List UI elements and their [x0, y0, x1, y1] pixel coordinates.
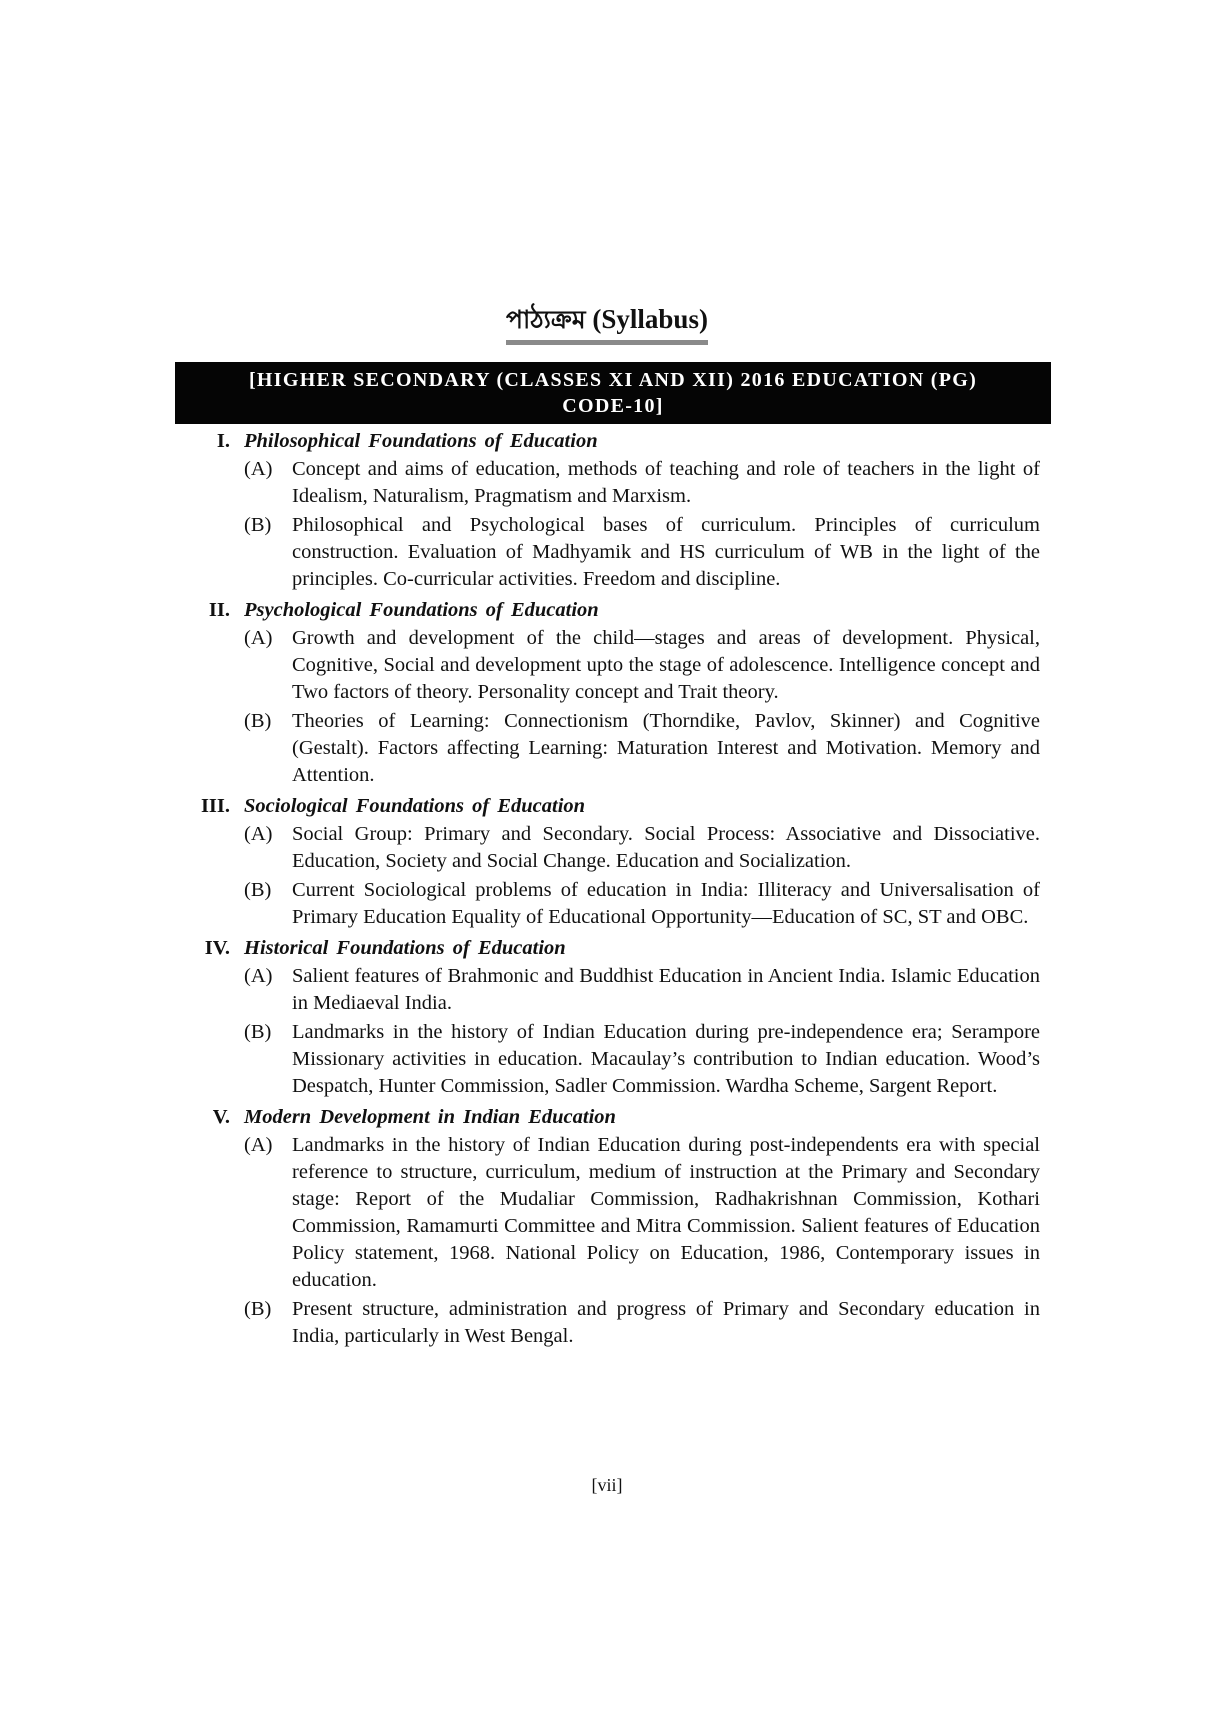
section-title: Historical Foundations of Education — [244, 937, 566, 959]
item-label: (A) — [244, 458, 273, 480]
syllabus-item — [190, 1296, 1040, 1350]
item-text: Present structure, administration and progress of Primary and Secondary education in India, particularly in West Bengal. — [292, 1298, 1040, 1347]
section-title: Sociological Foundations of Education — [244, 795, 586, 817]
page-title — [506, 302, 708, 345]
section-number: V. — [212, 1106, 230, 1128]
banner-line-1: [HIGHER SECONDARY (CLASSES XI AND XII) 2016 EDUCATION (PG) — [248, 369, 978, 391]
title-wrapper — [0, 302, 1214, 345]
item-label: (B) — [244, 1298, 272, 1320]
item-text: Salient features of Brahmonic and Buddhist Education in Ancient India. Islamic Education in Mediaeval India. — [292, 965, 1040, 1014]
course-banner — [175, 362, 1051, 424]
item-text: Landmarks in the history of Indian Education during pre-independence era; Serampore Missionary activities in education. Macaulay’s contribution to Indian education. Wood’s Despatch, Hunter Commission, Sadler Commission. Wardha Scheme, Sargent Report. — [292, 1021, 1040, 1097]
item-text: Social Group: Primary and Secondary. Social Process: Associative and Dissociative. Education, Society and Social Change. Education and Socialization. — [292, 823, 1040, 872]
section-4 — [190, 933, 1040, 1100]
section-heading — [190, 933, 1040, 963]
section-number: I. — [216, 430, 230, 452]
syllabus-item — [190, 456, 1040, 510]
section-title: Philosophical Foundations of Education — [244, 430, 598, 452]
item-label: (B) — [244, 710, 272, 732]
syllabus-item — [190, 512, 1040, 593]
item-text: Concept and aims of education, methods of teaching and role of teachers in the light of Idealism, Naturalism, Pragmatism and Marxism. — [292, 458, 1040, 507]
section-2 — [190, 595, 1040, 789]
item-label: (B) — [244, 879, 272, 901]
item-text: Growth and development of the child—stages and areas of development. Physical, Cognitive, Social and development upto the stage of adolescence. Intelligence concept and Two factors of theory. Personality concept and Trait theory. — [292, 627, 1040, 703]
syllabus-content — [190, 426, 1040, 1352]
item-text: Philosophical and Psychological bases of curriculum. Principles of curriculum construction. Evaluation of Madhyamik and HS curriculum of WB in the light of the principles. Co-curricular activities. Freedom and discipline. — [292, 514, 1040, 590]
item-label: (A) — [244, 1134, 273, 1156]
section-heading — [190, 791, 1040, 821]
item-label: (B) — [244, 1021, 272, 1043]
section-heading — [190, 426, 1040, 456]
section-heading — [190, 1102, 1040, 1132]
syllabus-item — [190, 625, 1040, 706]
syllabus-item — [190, 1132, 1040, 1294]
section-5 — [190, 1102, 1040, 1350]
banner-line-2: CODE-10] — [562, 395, 664, 417]
section-3 — [190, 791, 1040, 931]
title-bengali: পাঠ্যক্রম — [506, 305, 586, 334]
section-number: III. — [200, 795, 230, 817]
section-1 — [190, 426, 1040, 593]
item-text: Current Sociological problems of education in India: Illiteracy and Universalisation of Primary Education Equality of Educational Opportunity—Education of SC, ST and OBC. — [292, 879, 1040, 928]
section-number: IV. — [204, 937, 230, 959]
section-title: Modern Development in Indian Education — [244, 1106, 616, 1128]
section-title: Psychological Foundations of Education — [244, 599, 599, 621]
item-label: (A) — [244, 823, 273, 845]
page-number: [vii] — [591, 1475, 623, 1495]
syllabus-item — [190, 877, 1040, 931]
item-text: Landmarks in the history of Indian Education during post-independents era with special reference to structure, curriculum, medium of instruction at the Primary and Secondary stage: Report of the Mudaliar Commission, Radhakrishnan Commission, Kothari Commission, Ramamurti Committee and Mitra Commission. Salient features of Education Policy statement, 1968. National Policy on Education, 1986, Contemporary issues in education. — [292, 1134, 1040, 1291]
item-label: (B) — [244, 514, 272, 536]
syllabus-item — [190, 821, 1040, 875]
item-label: (A) — [244, 627, 273, 649]
title-english: (Syllabus) — [592, 304, 708, 334]
syllabus-item — [190, 708, 1040, 789]
syllabus-item — [190, 1019, 1040, 1100]
item-text: Theories of Learning: Connectionism (Thorndike, Pavlov, Skinner) and Cognitive (Gestalt). Factors affecting Learning: Maturation Interest and Motivation. Memory and Attention. — [292, 710, 1040, 786]
syllabus-item — [190, 963, 1040, 1017]
section-number: II. — [208, 599, 230, 621]
item-label: (A) — [244, 965, 273, 987]
section-heading — [190, 595, 1040, 625]
